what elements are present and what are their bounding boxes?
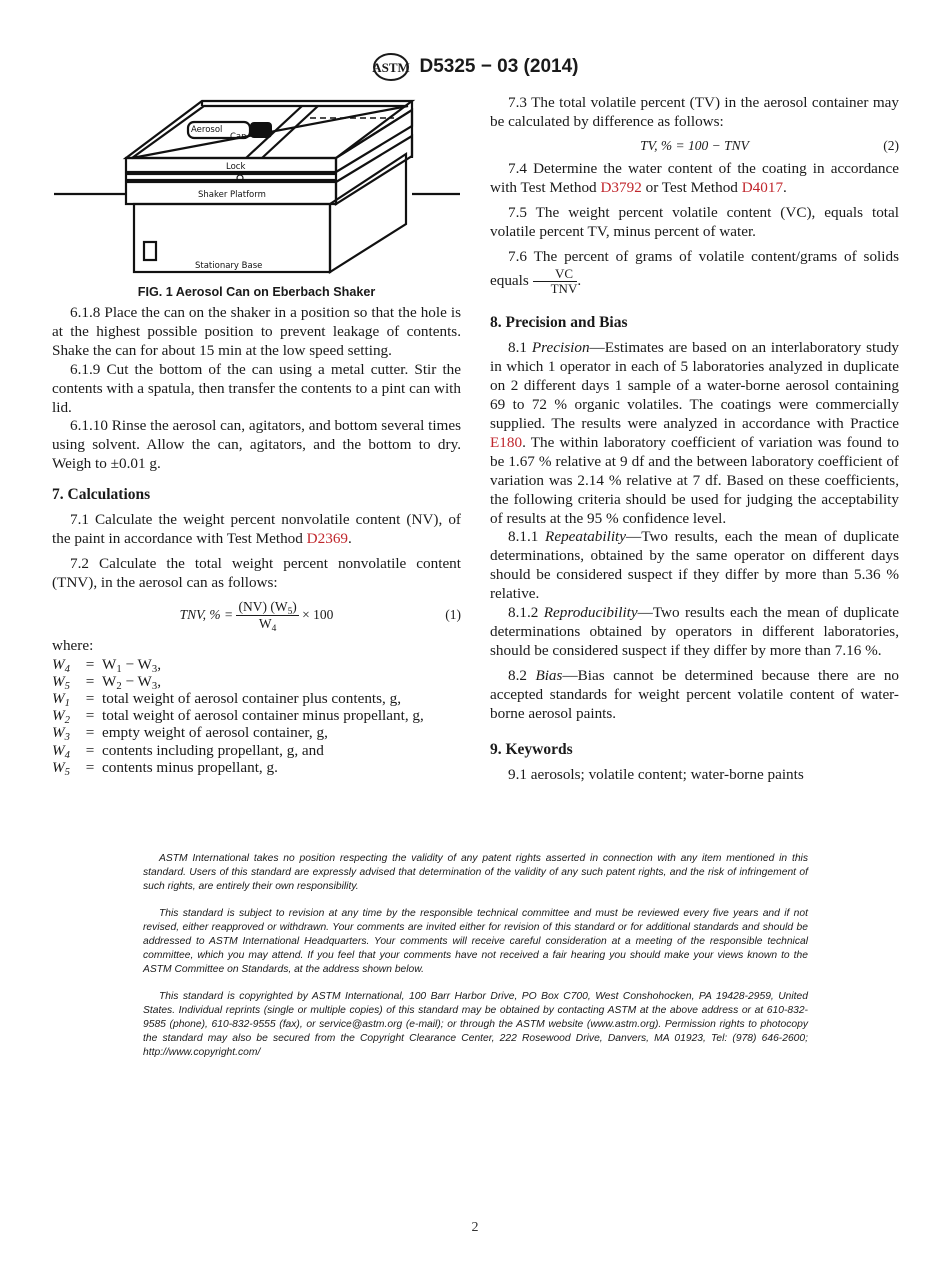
revision-notice: This standard is subject to revision at any time by the responsible technical committee and must be reviewed every five years and if not revised, either reapproved or withdrawn. Your comments are invited either for revision of this standard or for additional standards and should be addressed to ASTM International Headquarters. Your comments will receive careful consideration at a meeting of the responsible technical committee, which you may attend. If you feel that your comments have not received a fair hearing you should make your views known to the ASTM Committee on Standards, at the address shown below. (143, 908, 808, 975)
equation-2 (490, 132, 899, 160)
label-stationary-base: Stationary Base (195, 261, 263, 271)
para-7-6-text: 7.6 The percent of grams of volatile content/grams of solids equals (490, 248, 899, 290)
term-precision: Precision (531, 339, 590, 357)
para-7-1 (52, 511, 461, 549)
section-9-heading: 9. Keywords (490, 741, 573, 759)
label-aerosol: Aerosol (191, 125, 223, 135)
section-8-heading: 8. Precision and Bias (490, 314, 628, 332)
def-text: $W_1 - W_3$, (102, 655, 161, 675)
figure-aerosol-shaker (52, 96, 461, 304)
def-text: contents minus propellant, g. (102, 758, 278, 776)
para-6-1-8: 6.1.8 Place the can on the shaker in a position so that the hole is at the highest possible position to prevent leakage of contents. Shake the can for about 15 min at the low speed setting. (52, 304, 461, 359)
definition-row: $W_1$ = total weight of aerosol container plus contents, g, (52, 690, 424, 707)
left-column (52, 96, 461, 776)
para-7-2: 7.2 Calculate the total weight percent nonvolatile content (TNV), in the aerosol can as follows: (52, 554, 461, 591)
para-7-1-end: . (348, 529, 352, 547)
para-8-2-number: 8.2 (508, 666, 536, 684)
para-7-4-mid: or Test Method (641, 178, 742, 196)
page-number: 2 (471, 1220, 479, 1235)
para-8-1-1-text: —Two results, each the mean of duplicate determinations, obtained by the same operator on different days should be considered suspect if they differ by more than 5.36 % relative. (490, 528, 899, 603)
def-text: $W_2 - W_3$, (102, 672, 161, 692)
definition-row: $W_5$ = $W_2 - W_3$, (52, 673, 424, 690)
eq2-expression: TV, % = 100 − TNV (640, 137, 749, 153)
para-8-1-rest: . The within laboratory coefficient of variation was found to be 1.67 % relative at 9 df and the between laboratory coefficient of variation was 2.14 % relative at 7 df. Based on these coefficients, the following criteria should be used for judging the acceptability of results at the 95 % confidence level. (490, 433, 899, 527)
frac-numerator: VC (533, 267, 578, 282)
para-9-1: 9.1 aerosols; volatile content; water-borne paints (508, 766, 804, 784)
equation-1 (52, 593, 461, 637)
definition-row: $W_4$ = $W_1 - W_3$, (52, 656, 424, 673)
label-can: Can (230, 132, 247, 142)
para-6-1-10: 6.1.10 Rinse the aerosol can, agitators, and bottom several times using solvent. Allow the can, agitators, and the bottom to dry. Weigh to ±0.01 g. (52, 417, 461, 473)
def-text: contents including propellant, g, and (102, 741, 324, 759)
eq1-denominator: $W_4$ (258, 616, 277, 635)
def-text: total weight of aerosol container minus propellant, g, (102, 707, 424, 725)
para-8-1-1 (490, 528, 899, 604)
document-title: D5325 − 03 (2014) (419, 56, 579, 77)
para-8-1 (490, 339, 899, 528)
frac-denominator: TNV (550, 281, 578, 297)
link-d4017[interactable]: D4017 (741, 178, 784, 196)
right-column (490, 94, 899, 785)
where-label: where: (52, 636, 94, 654)
copyright-notice: This standard is copyrighted by ASTM International, 100 Barr Harbor Drive, PO Box C700, West Conshohocken, PA 19428-2959, United States. Individual reprints (single or multiple copies) of this standard may be obtained by contacting ASTM at the above address or at 610-832-9585 (phone), 610-832-9555 (fax), or service@astm.org (e-mail); or through the ASTM website (www.astm.org). Permission rights to photocopy the standard may also be secured from the Copyright Clearance Center, 222 Rosewood Drive, Danvers, MA 01923, Tel: (978) 646-2600; http://www.copyright.com/ (143, 991, 808, 1058)
para-7-4-end: . (783, 178, 787, 196)
para-7-4-text: 7.4 Determine the water content of the coating in accordance with Test Method (490, 159, 899, 196)
def-text: total weight of aerosol container plus contents, g, (102, 690, 402, 707)
term-repeatability: Repeatability (545, 528, 627, 546)
eq2-number: (2) (883, 137, 899, 153)
definition-row: $W_3$ = empty weight of aerosol container, g, (52, 724, 424, 741)
def-text: empty weight of aerosol container, g, (102, 724, 328, 742)
definition-row: $W_2$ = total weight of aerosol container minus propellant, g, (52, 707, 424, 727)
label-shaker-platform: Shaker Platform (198, 190, 266, 200)
figure-caption: FIG. 1 Aerosol Can on Eberbach Shaker (137, 284, 376, 299)
label-lock: Lock (226, 162, 246, 172)
def-symbol: $W_1$ (52, 690, 70, 709)
para-8-2 (490, 667, 899, 724)
eq1-lhs: TNV, % = (179, 606, 234, 622)
eq1-fraction (236, 599, 298, 635)
eq1-numerator: (NV) $(W_5)$ (238, 599, 297, 618)
para-8-1-2-text: —Two results each the mean of duplicate determinations obtained by operators in different laboratories, should be considered suspect if they differ by more than 7.16 %. (490, 604, 899, 659)
para-7-3: 7.3 The total volatile percent (TV) in the aerosol container may be calculated by difference as follows: (490, 94, 899, 130)
link-e180[interactable]: E180 (490, 433, 523, 451)
term-bias: Bias (535, 666, 563, 684)
para-7-5: 7.5 The weight percent volatile content (VC), equals total volatile percent TV, minus percent of water. (490, 203, 899, 240)
shaker-diagram (52, 96, 461, 281)
definition-row: $W_5$ = contents minus propellant, g. (52, 759, 424, 776)
def-symbol: $W_5$ (52, 758, 70, 778)
term-reproducibility: Reproducibility (543, 604, 638, 622)
para-8-1-number: 8.1 (508, 339, 532, 357)
para-7-6-end: . (577, 272, 582, 290)
para-8-2-text: —Bias cannot be determined because there are no accepted standards for weight percent volatile content of water-borne aerosol paints. (490, 666, 900, 722)
def-symbol: $W_4$ (52, 655, 70, 675)
page-header (0, 52, 950, 82)
para-8-1-2-number: 8.1.2 (508, 604, 544, 622)
vc-tnv-fraction (533, 267, 578, 296)
svg-text:ASTM: ASTM (371, 60, 410, 75)
definition-row: $W_4$ = contents including propellant, g, and (52, 742, 424, 759)
def-symbol: $W_4$ (52, 741, 70, 761)
eq1-number: (1) (445, 606, 461, 622)
eq1-rhs: × 100 (302, 606, 334, 622)
para-7-1-text: 7.1 Calculate the weight percent nonvolatile content (NV), of the paint in accordance with Test Method (52, 511, 461, 547)
para-7-4 (490, 160, 899, 198)
def-symbol: $W_2$ (52, 707, 70, 727)
variable-definitions (52, 656, 424, 776)
def-symbol: $W_3$ (52, 724, 70, 744)
para-8-1-1-number: 8.1.1 (508, 528, 546, 546)
section-7-heading: 7. Calculations (52, 486, 151, 504)
link-d2369[interactable]: D2369 (306, 529, 349, 547)
para-8-1-2 (490, 604, 899, 661)
def-symbol: $W_5$ (52, 672, 70, 692)
patent-notice: ASTM International takes no position respecting the validity of any patent rights asserted in connection with any item mentioned in this standard. Users of this standard are expressly advised that determination of the validity of any such patent rights, and the risk of infringement of such rights, are entirely their own responsibility. (143, 853, 808, 892)
para-7-6 (490, 247, 899, 296)
legal-notices (143, 852, 808, 1073)
astm-logo-icon (372, 52, 410, 82)
para-6-1-9: 6.1.9 Cut the bottom of the can using a metal cutter. Stir the contents with a spatula, then transfer the contents to a pint can with lid. (52, 360, 461, 416)
aerosol-can-cap (250, 122, 272, 138)
link-d3792[interactable]: D3792 (600, 178, 642, 196)
para-8-1-text: —Estimates are based on an interlaboratory study in which 1 operator in each of 5 laboratories analyzed in duplicate on 2 different days 1 sample of a water-borne aerosol containing 69 to 72 % organic volatiles. The coatings were commercially supplied. The results were analyzed in accordance with Practice (490, 339, 899, 432)
